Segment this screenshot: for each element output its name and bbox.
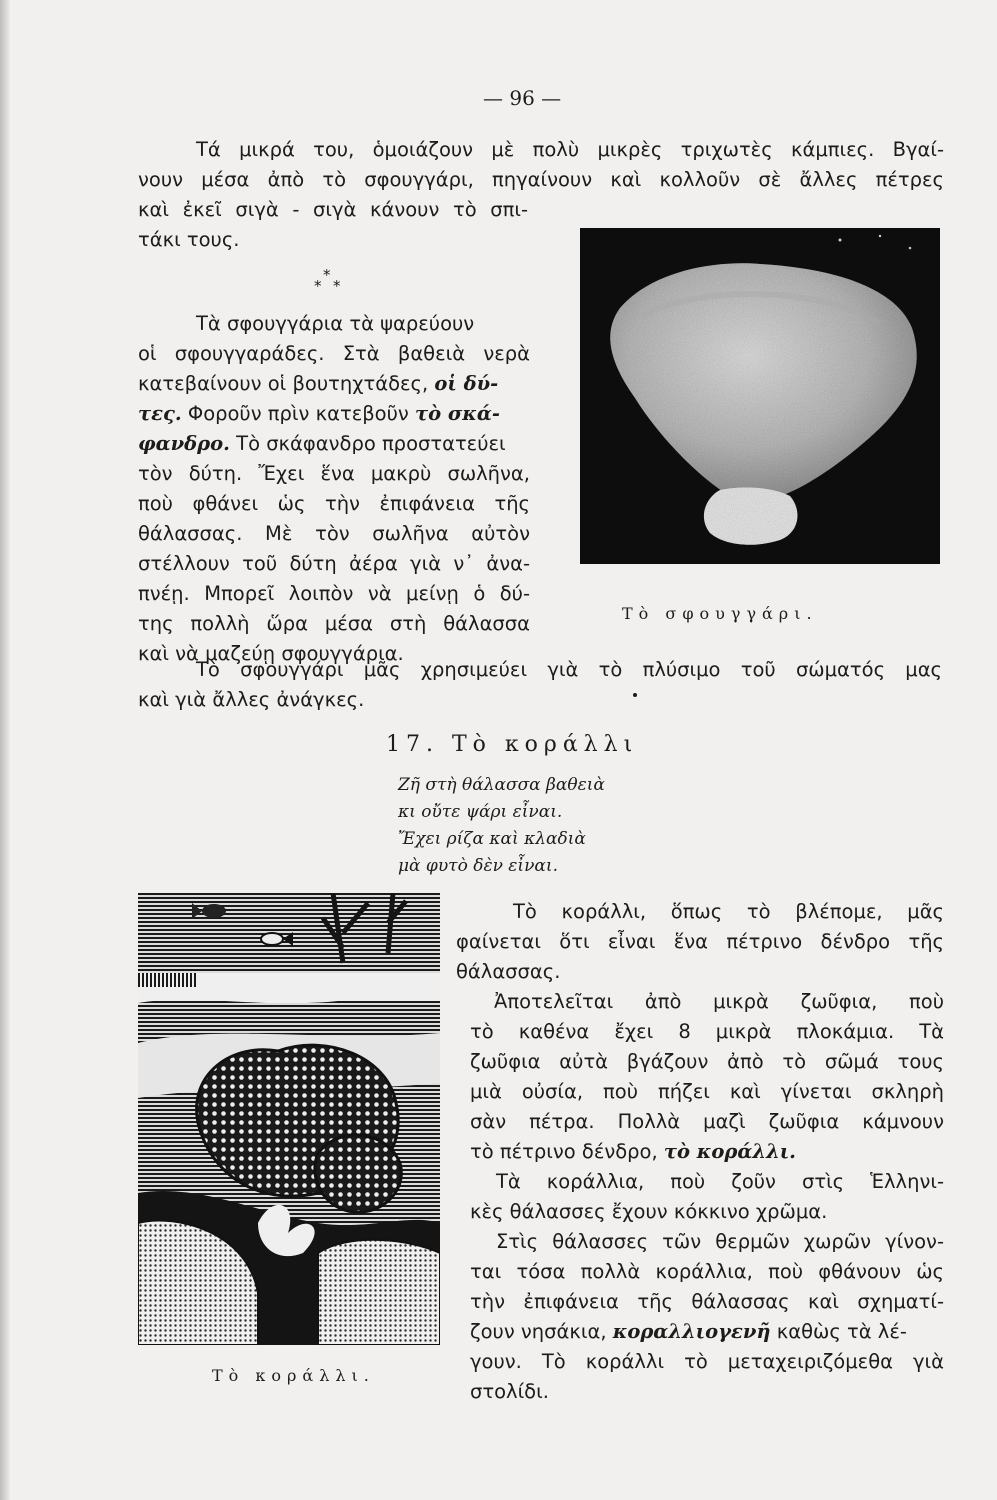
text-line: νουν μέσα ἀπὸ τὸ σφουγγάρι, πηγαίνουν καὶ κολλοῦν σὲ ἄλλες πέτρες bbox=[138, 168, 944, 191]
emphasis-term: τὸ κοράλλι. bbox=[663, 1140, 796, 1163]
poem-line: Ἔχει ρίζα καὶ κλαδιὰ bbox=[398, 829, 586, 849]
asterism-star: * bbox=[323, 266, 331, 284]
text-line: στέλλουν τοῦ δύτη ἀέρα γιὰ ν᾽ ἀνα- bbox=[138, 552, 530, 575]
text-segment: Φοροῦν πρὶν κατεβοῦν bbox=[181, 402, 415, 425]
text-line: τὸ καθένα ἔχει 8 μικρὰ πλοκάμια. Τὰ bbox=[470, 1020, 944, 1043]
text-line: πνέῃ. Μπορεῖ λοιπὸν νὰ μείνῃ ὁ δύ- bbox=[138, 582, 530, 605]
text-line: Ἀποτελεῖται ἀπὸ μικρὰ ζωῦφια, ποὺ bbox=[494, 990, 944, 1013]
sponge-caption: Τὸ σφουγγάρι. bbox=[622, 604, 818, 623]
text-line: ποὺ φθάνει ὡς τὴν ἐπιφάνεια τῆς bbox=[138, 492, 530, 515]
emphasis-term: οἱ δύ- bbox=[434, 372, 499, 395]
text-line: Τὸ σφουγγάρι μᾶς χρησιμεύει γιὰ τὸ πλύσιμο τοῦ σώματός μας bbox=[196, 658, 942, 681]
text-line: θάλασσας. bbox=[456, 960, 561, 983]
text-line: τάκι τους. bbox=[138, 228, 240, 251]
text-line: Τὸ κοράλλι, ὅπως τὸ βλέπομε, μᾶς bbox=[513, 900, 944, 923]
text-line: τὸν δύτη. Ἔχει ἕνα μακρὺ σωλῆνα, bbox=[138, 462, 530, 485]
page-number: — 96 — bbox=[483, 86, 562, 110]
text-line bbox=[138, 374, 530, 394]
text-line: μιὰ οὐσία, ποὺ πήζει καὶ γίνεται σκληρὴ bbox=[470, 1080, 944, 1103]
sponge-illustration bbox=[580, 228, 940, 564]
text-line: θάλασσας. Μὲ τὸν σωλῆνα αὐτὸν bbox=[138, 522, 530, 545]
asterism-star: * bbox=[333, 277, 341, 295]
emphasis-term: τες. bbox=[138, 402, 182, 425]
text-line: Στὶς θάλασσες τῶν θερμῶν χωρῶν γίνον- bbox=[496, 1230, 944, 1253]
poem-line: μὰ φυτὸ δὲν εἶναι. bbox=[398, 856, 558, 876]
asterism bbox=[312, 266, 346, 296]
text-line: οἱ σφουγγαράδες. Στὰ βαθειὰ νερὰ bbox=[138, 342, 530, 365]
emphasis-term: κοραλλιογενῆ bbox=[612, 1320, 771, 1343]
text-line: φαίνεται ὅτι εἶναι ἕνα πέτρινο δένδρο τῆς bbox=[456, 930, 944, 953]
section-heading: 17. Τὸ κοράλλι bbox=[386, 732, 639, 757]
poem bbox=[398, 772, 605, 880]
text-line: καὶ νὰ μαζεύῃ σφουγγάρια. bbox=[138, 642, 404, 665]
text-line: Τά μικρά του, ὁμοιάζουν μὲ πολὺ μικρὲς τριχωτὲς κάμπιες. Βγαί- bbox=[196, 138, 944, 161]
text-segment: Τὸ σκάφανδρο προστατεύει bbox=[229, 432, 506, 455]
text-line: σὰν πέτρα. Πολλὰ μαζὶ ζωῦφια κάμνουν bbox=[470, 1110, 944, 1133]
coral-illustration bbox=[138, 893, 440, 1345]
text-segment: ζουν νησάκια, bbox=[470, 1320, 613, 1343]
text-line: τὴν ἐπιφάνεια τῆς θάλασσας καὶ σχηματί- bbox=[470, 1290, 944, 1313]
text-line: καὶ ἐκεῖ σιγὰ - σιγὰ κάνουν τὸ σπι- bbox=[138, 198, 528, 221]
text-line: ζωῦφια αὐτὰ βγάζουν ἀπὸ τὸ σῶμά τους bbox=[470, 1050, 944, 1073]
text-line: στολίδι. bbox=[470, 1380, 549, 1403]
emphasis-term: τὸ σκά- bbox=[414, 402, 500, 425]
text-segment: καθὼς τὰ λέ- bbox=[770, 1320, 907, 1343]
text-line: γουν. Τὸ κοράλλι τὸ μεταχειριζόμεθα γιὰ bbox=[470, 1350, 944, 1373]
poem-line: Ζῆ στὴ θάλασσα βαθειὰ bbox=[398, 775, 605, 795]
text-segment: κατεβαίνουν οἱ βουτηχτάδες, bbox=[138, 372, 435, 395]
asterism-star: * bbox=[314, 277, 322, 295]
text-segment: τὸ πέτρινο δένδρο, bbox=[470, 1140, 664, 1163]
poem-line: κι οὔτε ψάρι εἶναι. bbox=[398, 802, 563, 822]
text-line bbox=[470, 1322, 944, 1342]
ink-dot bbox=[633, 693, 637, 697]
text-line: ται τόσα πολλὰ κοράλλια, ποὺ φθάνουν ὡς bbox=[470, 1260, 944, 1283]
text-line: κὲς θάλασσες ἔχουν κόκκινο χρῶμα. bbox=[470, 1200, 828, 1223]
text-line: Τὰ κοράλλια, ποὺ ζοῦν στὶς Ἑλληνι- bbox=[496, 1170, 944, 1193]
emphasis-term: φανδρο. bbox=[138, 432, 230, 455]
text-line: Τὰ σφουγγάρια τὰ ψαρεύουν bbox=[196, 312, 475, 335]
text-line bbox=[138, 404, 530, 424]
sponge-image bbox=[580, 228, 940, 564]
text-line: καὶ γιὰ ἄλλες ἀνάγκες. bbox=[138, 688, 365, 711]
text-line: της πολλὴ ὥρα μέσα στὴ θάλασσα bbox=[138, 612, 530, 635]
coral-caption: Τὸ κοράλλι. bbox=[212, 1366, 375, 1385]
page-edge-shadow bbox=[0, 0, 10, 1500]
text-line bbox=[138, 434, 530, 454]
coral-image bbox=[138, 893, 440, 1345]
text-line bbox=[470, 1142, 796, 1162]
